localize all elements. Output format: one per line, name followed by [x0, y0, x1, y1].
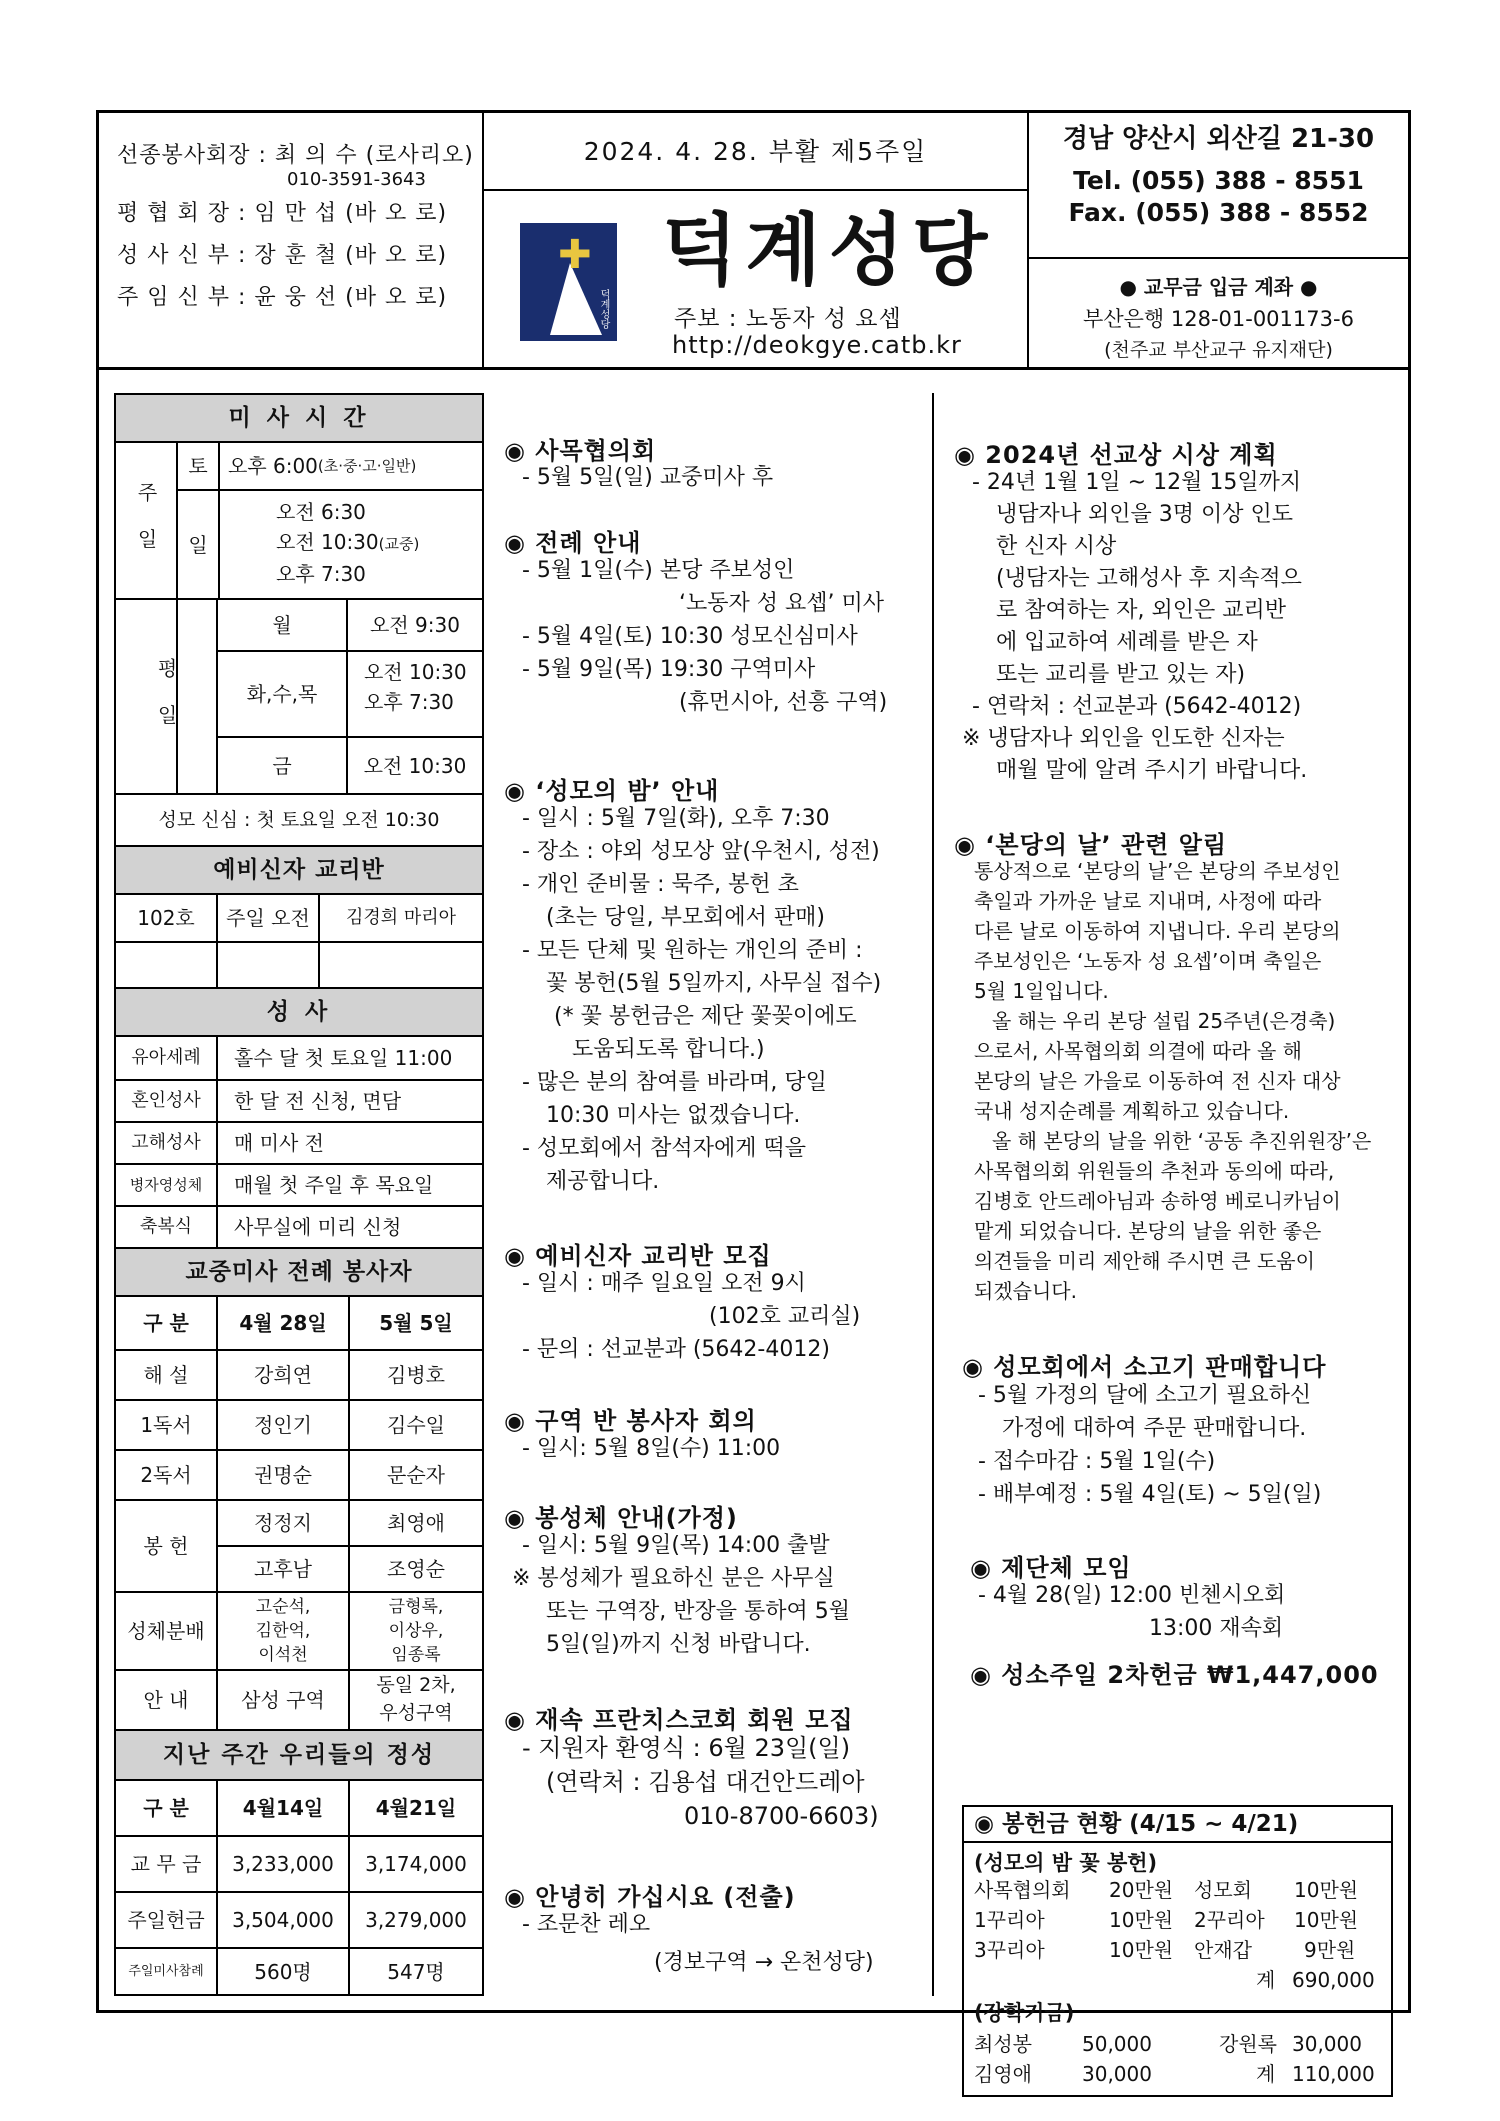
bank-owner: (천주교 부산교구 유지재단) — [1104, 339, 1333, 361]
notice-line: (102호 교리실) — [709, 1304, 861, 1329]
notice-line: ‘노동자 성 요셉’ 미사 — [679, 591, 884, 616]
minister-name: 삼성 구역 — [241, 1688, 325, 1712]
notice-line: - 연락처 : 선교분과 (5642-4012) — [972, 694, 1302, 719]
role-label: 해 설 — [143, 1363, 189, 1387]
title-block — [484, 113, 1029, 370]
sacrament-name: 축복식 — [139, 1216, 193, 1237]
notice-line: - 배부예정 : 5월 4일(토) ~ 5일(일) — [978, 1482, 1322, 1507]
notice-line: - 5월 가정의 달에 소고기 필요하신 — [978, 1383, 1312, 1408]
notice-line: - 일시: 5월 8일(수) 11:00 — [522, 1436, 781, 1461]
sacrament-value: 홀수 달 첫 토요일 11:00 — [234, 1046, 453, 1070]
offering-value: 547명 — [387, 1959, 445, 1984]
role-label: 1독서 — [140, 1413, 192, 1437]
monday-mass: 오전 9:30 — [370, 613, 460, 637]
notice-line: 축일과 가까운 날로 지내며, 사정에 따라 — [974, 889, 1322, 913]
section-title: ◉ 성모회에서 소고기 판매합니다 — [962, 1353, 1327, 1381]
eucharist-ministers-a: 고순석, 김한억, 이석천 — [255, 1597, 311, 1665]
notice-line: - 조문찬 레오 — [522, 1912, 651, 1937]
col-label: 구 분 — [143, 1311, 189, 1335]
notice-line: 또는 구역장, 반장을 통하여 5월 — [546, 1599, 850, 1624]
notice-line: 5일(일)까지 신청 바랍니다. — [546, 1632, 811, 1657]
contact-block — [1029, 113, 1408, 370]
notice-line: 로 참여하는 자, 외인은 교리반 — [996, 598, 1286, 623]
offering-value: 560명 — [254, 1959, 312, 1984]
divider — [1029, 257, 1408, 259]
sacraments-title: 성 사 — [116, 987, 482, 1037]
weekday-label: 평 일 — [154, 658, 178, 735]
ministers-title: 교중미사 전례 봉사자 — [116, 1247, 482, 1297]
church-logo — [520, 223, 617, 341]
flower-offering-title: (성모의 밤 꽃 봉헌) — [974, 1851, 1158, 1875]
offering-status-box: ◉ 봉헌금 현황 (4/15 ~ 4/21) (성모의 밤 꽃 봉헌) 사목협의회 20만원 성모회 10만원 1꾸리아 10만원 2꾸리아 10만원 3꾸리아 10만원 안재갑 9만원 계 690,000 (장학기금) 최성봉 50,000 강원록 30,000 김영애 30,000 계 110,000 — [962, 1805, 1393, 2097]
sacrament-name: 병자영성체 — [129, 1176, 203, 1194]
monday-label: 월 — [272, 613, 292, 637]
minister-name: 정인기 — [254, 1413, 312, 1437]
notice-line: 통상적으로 ‘본당의 날’은 본당의 주보성인 — [974, 859, 1341, 883]
date-header: 4월21일 — [375, 1796, 457, 1820]
staff-info — [99, 113, 484, 370]
sacrament-name: 고해성사 — [131, 1132, 201, 1153]
cross-icon: ✚ — [558, 232, 592, 278]
notice-line: - 성모회에서 참석자에게 떡을 — [522, 1136, 806, 1161]
notice-line: ※ 냉담자나 외인을 인도한 신자는 — [962, 726, 1285, 751]
section-title: ◉ 2024년 선교상 시상 계획 — [954, 441, 1278, 469]
offerings-title: 지난 주간 우리들의 정성 — [116, 1729, 482, 1781]
section-title: ◉ 예비신자 교리반 모집 — [504, 1242, 772, 1270]
offering-label: 주일미사참례 — [128, 1963, 204, 1979]
role-label: 안 내 — [143, 1688, 189, 1712]
notice-line: 가정에 대하여 주문 판매합니다. — [1002, 1416, 1307, 1441]
notice-line: - 많은 분의 참여를 바라며, 당일 — [522, 1070, 827, 1095]
notice-line: 의견들을 미리 제안해 주시면 큰 도움이 — [974, 1249, 1315, 1273]
notice-line: ※ 봉성체가 필요하신 분은 사무실 — [512, 1566, 835, 1591]
council-chair: 선종봉사회장 : 최 의 수 (로사리오) — [117, 143, 474, 168]
left-column — [114, 393, 484, 1996]
sacrament-value: 매 미사 전 — [234, 1131, 324, 1155]
eucharist-ministers-b: 금형록, 이상우, 임종록 — [388, 1597, 444, 1665]
notice-line: - 5월 5일(일) 교중미사 후 — [522, 465, 774, 490]
logo-label: 덕계성당 — [598, 289, 609, 329]
notice-line: (경보구역 → 온천성당) — [654, 1950, 874, 1975]
minister-name: 조영순 — [387, 1557, 445, 1581]
church-name: 덕계성당 — [662, 205, 996, 296]
minister-name: 김병호 — [387, 1363, 445, 1387]
notice-line: - 일시 : 매주 일요일 오전 9시 — [522, 1271, 806, 1296]
friday-mass: 오전 10:30 — [363, 753, 467, 778]
tue-thu-mass: 오전 10:30 오후 7:30 — [364, 660, 467, 714]
catechumen-title: 예비신자 교리반 — [116, 845, 482, 895]
role-label: 2독서 — [140, 1463, 192, 1487]
usher-group: 동일 2차, 우성구역 — [376, 1674, 456, 1724]
tue-thu-label: 화,수,목 — [246, 682, 318, 706]
notice-line: 다른 날로 이동하여 지냅니다. 우리 본당의 — [974, 919, 1341, 943]
minister-name: 권명순 — [254, 1463, 312, 1487]
offering-label: 주일헌금 — [127, 1908, 205, 1932]
section-title: ◉ 재속 프란치스코회 회원 모집 — [504, 1706, 854, 1734]
marian-devotion: 성모 신심 : 첫 토요일 오전 10:30 — [158, 809, 440, 831]
section-title: ◉ 구역 반 봉사자 회의 — [504, 1407, 757, 1435]
notice-line: 사목협의회 위원들의 추천과 동의에 따라, — [974, 1159, 1335, 1183]
offering-value: 3,504,000 — [232, 1908, 334, 1932]
notice-line: - 지원자 환영식 : 6월 23일(일) — [522, 1734, 851, 1762]
section-title: ◉ 사목협의회 — [504, 437, 657, 465]
section-title: ◉ ‘본당의 날’ 관련 알림 — [954, 831, 1228, 859]
minister-name: 문순자 — [387, 1463, 445, 1487]
bank-account: 부산은행 128-01-001173-6 — [1083, 307, 1354, 331]
offering-label: 교 무 금 — [130, 1852, 202, 1876]
notice-line: 올 해 본당의 날을 위한 ‘공동 추진위원장’은 — [992, 1129, 1372, 1153]
grid-line — [176, 489, 482, 491]
notice-line: - 일시: 5월 9일(목) 14:00 출발 — [522, 1533, 830, 1558]
notice-line: 010-8700-6603) — [684, 1802, 879, 1830]
saturday-label: 토 — [188, 454, 208, 478]
pastor: 주 임 신 부 : 윤 웅 선 (바 오 로) — [117, 285, 448, 310]
sacrament-name: 혼인성사 — [131, 1090, 201, 1111]
offering-value: 3,174,000 — [365, 1852, 467, 1876]
minister-name: 강희연 — [254, 1363, 312, 1387]
catechumen-room: 102호 — [137, 906, 195, 930]
bulletin-date: 2024. 4. 28. 부활 제5주일 — [484, 113, 1027, 191]
date-header: 4월14일 — [242, 1796, 324, 1820]
notice-line: - 개인 준비물 : 묵주, 봉헌 초 — [522, 872, 799, 897]
website-link[interactable]: http://deokgye.catb.kr — [672, 331, 962, 359]
friday-label: 금 — [272, 753, 292, 778]
middle-column — [484, 393, 934, 1996]
notice-line: 에 입교하여 세례를 받은 자 — [996, 630, 1258, 655]
sunday-day-label: 일 — [188, 532, 208, 557]
notice-line: 또는 교리를 받고 있는 자) — [996, 662, 1246, 687]
saturday-mass: 오후 6:00 (초·중·고·일반) — [228, 454, 417, 478]
notice-line: (휴먼시아, 선흥 구역) — [679, 690, 888, 715]
section-title: ◉ 전례 안내 — [504, 529, 642, 557]
notice-line: - 모든 단체 및 원하는 개인의 준비 : — [522, 938, 863, 963]
notice-line: - 4월 28(일) 12:00 빈첸시오회 — [978, 1583, 1286, 1608]
bulletin-page — [96, 110, 1411, 2086]
notice-line: (연락처 : 김용섭 대건안드레아 — [546, 1768, 865, 1796]
address: 경남 양산시 외산길 21-30 — [1062, 124, 1375, 154]
notice-line: 김병호 안드레아님과 송하영 베로니카님이 — [974, 1189, 1341, 1213]
date-header: 5월 5일 — [379, 1311, 453, 1335]
bank-heading: ● 교무금 입금 계좌 ● — [1119, 275, 1318, 299]
notice-line: - 5월 1일(수) 본당 주보성인 — [522, 558, 795, 583]
notice-line: - 5월 4일(토) 10:30 성모신심미사 — [522, 624, 858, 649]
notice-line: 13:00 재속회 — [1149, 1616, 1284, 1641]
offering-status-title: ◉ 봉헌금 현황 (4/15 ~ 4/21) — [964, 1807, 1391, 1843]
right-column — [934, 393, 1408, 2086]
section-title: ◉ ‘성모의 밤’ 안내 — [504, 777, 720, 805]
notice-line: 매월 말에 알려 주시기 바랍니다. — [996, 758, 1308, 783]
notice-line: 한 신자 시상 — [996, 534, 1117, 559]
notice-line: 도움되도록 합니다.) — [572, 1037, 765, 1062]
grid-line — [216, 1037, 218, 1247]
offering-value: 3,233,000 — [232, 1852, 334, 1876]
notice-line: 냉담자나 외인을 3명 이상 인도 — [996, 502, 1293, 527]
catechumen-teacher: 김경희 마리아 — [345, 907, 457, 928]
minister-name: 고후남 — [254, 1557, 312, 1581]
notice-line: 10:30 미사는 없겠습니다. — [546, 1103, 801, 1128]
notice-line: 으로서, 사목협의회 의결에 따라 올 해 — [974, 1039, 1302, 1063]
vocation-offering: ◉ 성소주일 2차헌금 ₩1,447,000 — [970, 1661, 1379, 1689]
telephone: Tel. (055) 388 - 8551 — [1073, 166, 1364, 195]
sunday-mass-times: 오전 6:30 오전 10:30(교중) 오후 7:30 — [276, 500, 420, 586]
council-chair-phone: 010-3591-3643 — [287, 169, 426, 190]
pastoral-chair: 평 협 회 장 : 임 만 섭 (바 오 로) — [117, 201, 448, 226]
assistant-priest: 성 사 신 부 : 장 훈 철 (바 오 로) — [117, 243, 448, 268]
offering-value: 3,279,000 — [365, 1908, 467, 1932]
sacrament-name: 유아세례 — [131, 1047, 201, 1068]
notice-line: 본당의 날은 가을로 이동하여 전 신자 대상 — [974, 1069, 1341, 1093]
section-title: ◉ 봉성체 안내(가정) — [504, 1504, 738, 1532]
notice-line: (* 꽃 봉헌금은 제단 꽃꽂이에도 — [554, 1004, 857, 1029]
notice-line: 5월 1일입니다. — [974, 979, 1109, 1003]
notice-line: 꽃 봉헌(5월 5일까지, 사무실 접수) — [546, 971, 882, 996]
header — [99, 113, 1408, 370]
sacrament-value: 매월 첫 주일 후 목요일 — [234, 1173, 434, 1197]
notice-line: - 일시 : 5월 7일(화), 오후 7:30 — [522, 806, 830, 831]
fax: Fax. (055) 388 - 8552 — [1068, 198, 1369, 227]
mass-times-title: 미 사 시 간 — [116, 393, 482, 443]
notice-line: 맡게 되었습니다. 본당의 날을 위한 좋은 — [974, 1219, 1322, 1243]
date-header: 4월 28일 — [239, 1311, 327, 1335]
notice-line: 올 해는 우리 본당 설립 25주년(은경축) — [992, 1009, 1336, 1033]
sacrament-value: 한 달 전 신청, 면담 — [234, 1089, 402, 1113]
section-title: ◉ 안녕히 가십시요 (전출) — [504, 1883, 796, 1911]
notice-line: 국내 성지순례를 계획하고 있습니다. — [974, 1099, 1290, 1123]
catechumen-time: 주일 오전 — [226, 906, 310, 930]
minister-name: 김수일 — [387, 1413, 445, 1437]
notice-line: (초는 당일, 부모회에서 판매) — [546, 905, 825, 930]
col-label: 구 분 — [143, 1796, 189, 1820]
notice-line: (냉담자는 고해성사 후 지속적으 — [996, 566, 1302, 591]
notice-line: 주보성인은 ‘노동자 성 요셉’이며 축일은 — [974, 949, 1322, 973]
scholarship-title: (장학기금) — [974, 2001, 1075, 2025]
role-label: 봉 헌 — [143, 1534, 189, 1558]
section-title: ◉ 제단체 모임 — [970, 1554, 1132, 1582]
minister-name: 정정지 — [254, 1511, 312, 1535]
patron-saint: 주보 : 노동자 성 요셉 — [674, 306, 902, 332]
notice-line: 되겠습니다. — [974, 1279, 1077, 1303]
minister-name: 최영애 — [387, 1511, 445, 1535]
role-label: 성체분배 — [127, 1619, 205, 1643]
sacrament-value: 사무실에 미리 신청 — [234, 1215, 402, 1239]
sunday-label: 주 일 — [134, 482, 158, 559]
notice-line: - 접수마감 : 5월 1일(수) — [978, 1449, 1216, 1474]
grid-line — [116, 941, 482, 943]
notice-line: - 문의 : 선교분과 (5642-4012) — [522, 1337, 830, 1362]
notice-line: 제공합니다. — [546, 1169, 660, 1194]
notice-line: - 장소 : 야외 성모상 앞(우천시, 성전) — [522, 839, 880, 864]
notice-line: - 5월 9일(목) 19:30 구역미사 — [522, 657, 816, 682]
notice-line: - 24년 1월 1일 ~ 12월 15일까지 — [972, 470, 1302, 495]
